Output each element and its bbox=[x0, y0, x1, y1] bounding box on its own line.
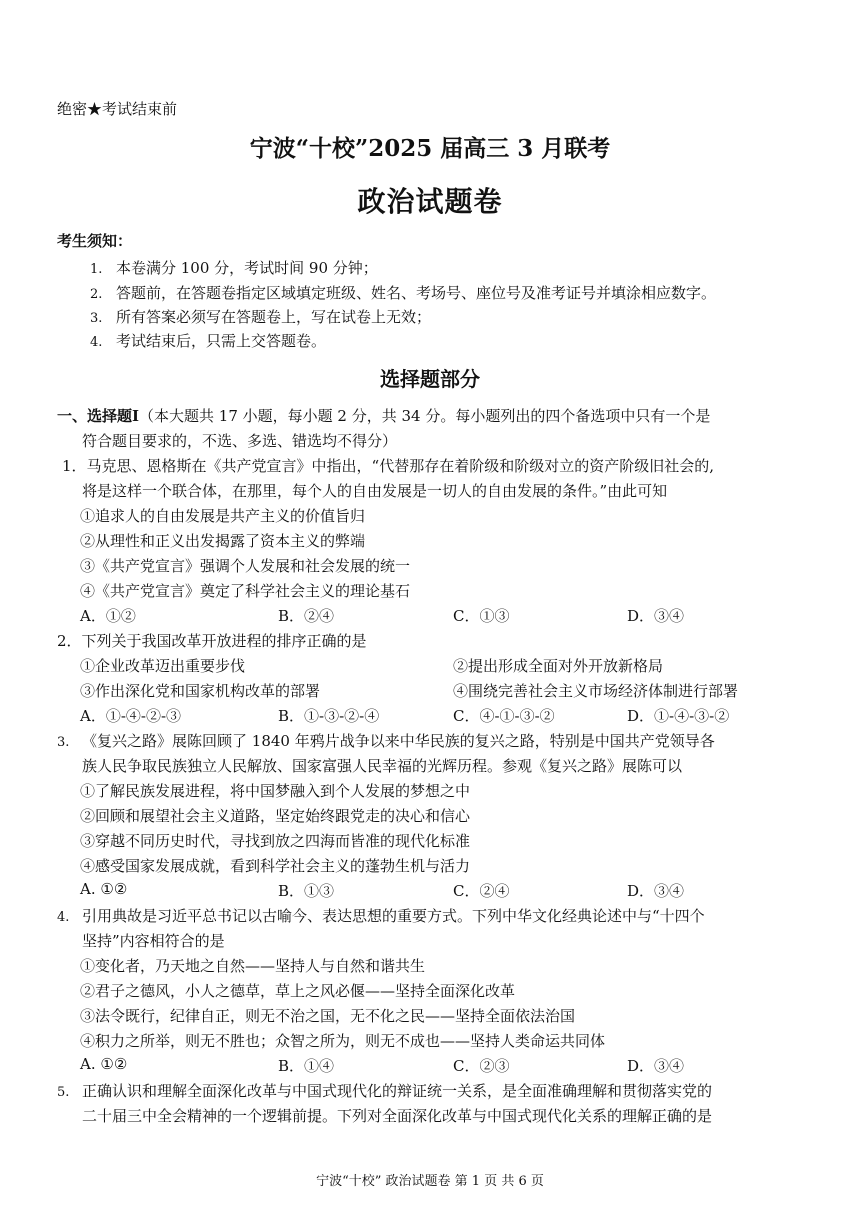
statement: ③《共产党宣言》强调个人发展和社会发展的统一 bbox=[80, 557, 411, 575]
option-d: D．③④ bbox=[627, 607, 685, 625]
statement: ②从理性和正义出发揭露了资本主义的弊端 bbox=[80, 532, 366, 550]
notice-item: 1. 本卷满分 100 分，考试时间 90 分钟； bbox=[90, 259, 378, 277]
option-a: A. ①② bbox=[80, 1055, 128, 1073]
notice-item: 2. 答题前，在答题卷指定区域填定班级、姓名、考场号、座位号及准考证号并填涂相应数字。 bbox=[90, 284, 717, 302]
statement: ①追求人的自由发展是共产主义的价值旨归 bbox=[80, 507, 366, 525]
question-1-stem: 1．马克思、恩格斯在《共产党宣言》中指出，“代替那存在着阶级和阶级对立的资产阶级旧社会的, bbox=[62, 457, 714, 475]
option-a: A．①② bbox=[80, 607, 136, 625]
section-title: 选择题部分 bbox=[380, 367, 480, 391]
statement: ③穿越不同历史时代，寻找到放之四海而皆准的现代化标准 bbox=[80, 832, 471, 850]
statement: ②提出形成全面对外开放新格局 bbox=[453, 657, 664, 675]
statement: ①了解民族发展进程，将中国梦融入到个人发展的梦想之中 bbox=[80, 782, 471, 800]
statement: ①变化者，乃天地之自然——坚持人与自然和谐共生 bbox=[80, 957, 426, 975]
notice-item: 4. 考试结束后，只需上交答题卷。 bbox=[90, 332, 327, 350]
part-heading: 一、选择题Ⅰ（本大题共 17 小题，每小题 2 分，共 34 分。每小题列出的四个备选项中只有一个是 bbox=[57, 407, 711, 425]
statement: ④围绕完善社会主义市场经济体制进行部署 bbox=[453, 682, 739, 700]
statement: ②回顾和展望社会主义道路，坚定始终跟党走的决心和信心 bbox=[80, 807, 471, 825]
question-2-stem: 2．下列关于我国改革开放进程的排序正确的是 bbox=[57, 632, 367, 650]
option-b: B．①③ bbox=[278, 882, 335, 900]
option-b: B．①④ bbox=[278, 1057, 335, 1075]
option-d: D．③④ bbox=[627, 882, 685, 900]
question-4-stem-cont: 坚持”内容相符合的是 bbox=[82, 932, 225, 950]
question-5-stem-cont: 二十届三中全会精神的一个逻辑前提。下列对全面深化改革与中国式现代化关系的理解正确的是 bbox=[82, 1107, 713, 1125]
option-d: D．①-④-③-② bbox=[627, 707, 730, 725]
option-c: C．②④ bbox=[453, 882, 510, 900]
statement: ④《共产党宣言》奠定了科学社会主义的理论基石 bbox=[80, 582, 411, 600]
question-4-stem: 4. 引用典故是习近平总书记以古喻今、表达思想的重要方式。下列中华文化经典论述中与“十四个 bbox=[57, 907, 705, 925]
question-3-stem: 3. 《复兴之路》展陈回顾了 1840 年鸦片战争以来中华民族的复兴之路，特别是中国共产党领导各 bbox=[57, 732, 715, 750]
statement: ④感受国家发展成就，看到科学社会主义的蓬勃生机与活力 bbox=[80, 857, 471, 875]
option-c: C．④-①-③-② bbox=[453, 707, 555, 725]
option-d: D．③④ bbox=[627, 1057, 685, 1075]
option-c: C．②③ bbox=[453, 1057, 510, 1075]
notice-item: 3. 所有答案必须写在答题卷上，写在试卷上无效； bbox=[90, 308, 432, 326]
notice-heading: 考生须知： bbox=[57, 232, 133, 250]
question-1-stem-cont: 将是这样一个联合体，在那里，每个人的自由发展是一切人的自由发展的条件。”由此可知 bbox=[82, 482, 668, 500]
statement: ③法令既行，纪律自正，则无不治之国，无不化之民——坚持全面依法治国 bbox=[80, 1007, 576, 1025]
statement: ②君子之德风，小人之德草，草上之风必偃——坚持全面深化改革 bbox=[80, 982, 516, 1000]
option-b: B．②④ bbox=[278, 607, 335, 625]
statement: ①企业改革迈出重要步伐 bbox=[80, 657, 246, 675]
question-3-stem-cont: 族人民争取民族独立人民解放、国家富强人民幸福的光辉历程。参观《复兴之路》展陈可以 bbox=[82, 757, 683, 775]
option-a: A．①-④-②-③ bbox=[80, 707, 182, 725]
exam-subtitle: 政治试题卷 bbox=[357, 185, 503, 218]
option-a: A. ①② bbox=[80, 880, 128, 898]
option-c: C．①③ bbox=[453, 607, 510, 625]
statement: ③作出深化党和国家机构改革的部署 bbox=[80, 682, 321, 700]
question-5-stem: 5. 正确认识和理解全面深化改革与中国式现代化的辩证统一关系，是全面准确理解和贯彻落实党的 bbox=[57, 1082, 713, 1100]
exam-title: 宁波“十校”2025 届高三 3 月联考 bbox=[249, 135, 611, 162]
option-b: B．①-③-②-④ bbox=[278, 707, 380, 725]
page-footer: 宁波“十校” 政治试题卷 第 1 页 共 6 页 bbox=[316, 1174, 544, 1189]
confidential-mark: 绝密★考试结束前 bbox=[57, 100, 178, 118]
statement: ④积力之所举，则无不胜也；众智之所为，则无不成也——坚持人类命运共同体 bbox=[80, 1032, 606, 1050]
part-description: 符合题目要求的，不选、多选、错选均不得分） bbox=[82, 432, 398, 450]
